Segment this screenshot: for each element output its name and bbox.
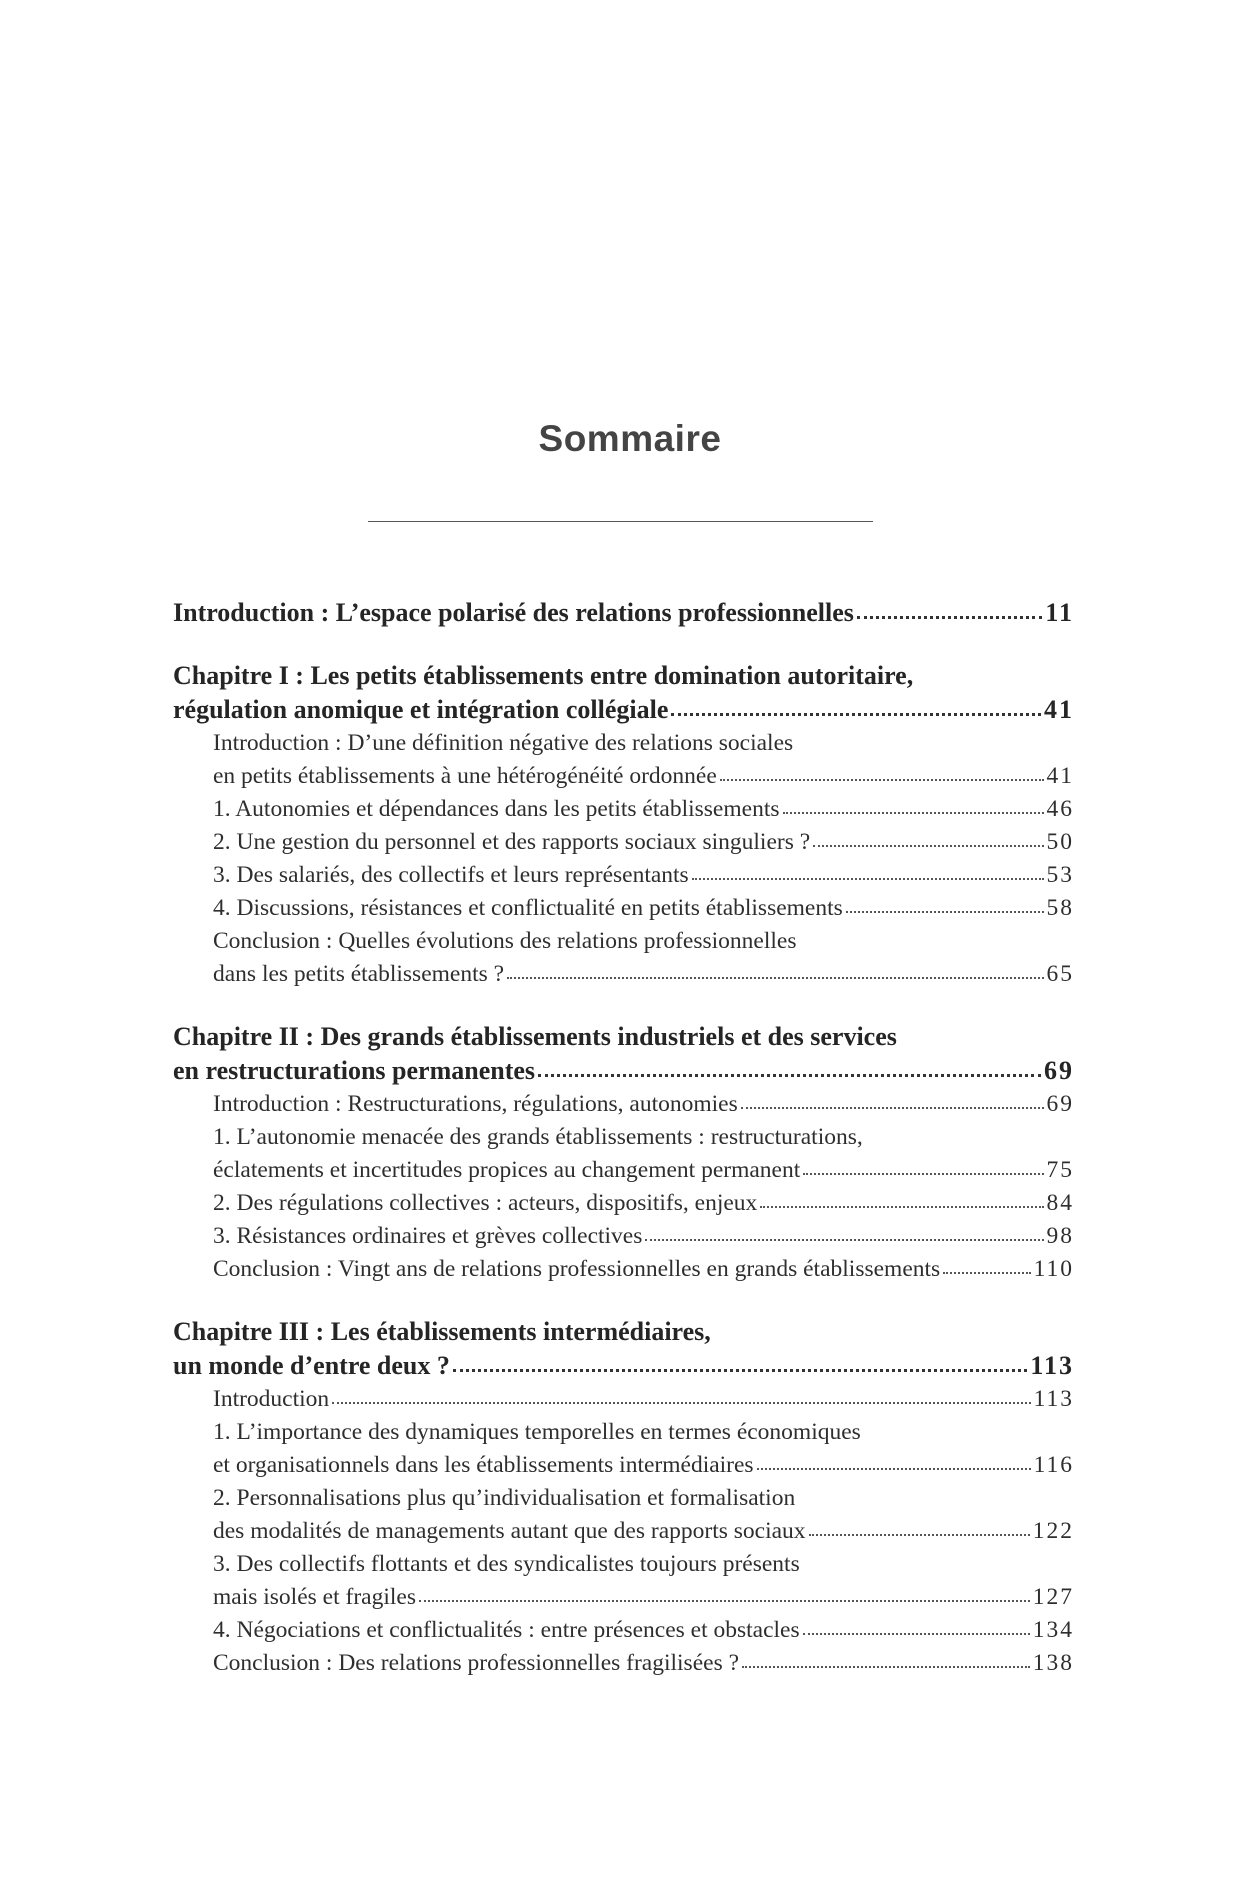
toc-entry	[173, 859, 1074, 892]
page-number: 58	[1046, 895, 1074, 921]
entry-line	[213, 1088, 1074, 1121]
entry-text: Introduction	[213, 1386, 330, 1412]
entry-line	[213, 760, 1074, 793]
entry-line	[213, 1416, 1074, 1449]
entry-line	[213, 1187, 1074, 1220]
dot-leader	[507, 977, 1043, 979]
entry-line	[213, 1581, 1074, 1614]
entry-line	[173, 1349, 1074, 1383]
entry-text: Introduction : Restructurations, régulations, autonomies	[213, 1091, 738, 1117]
page-number: 69	[1044, 1056, 1074, 1085]
toc-entry	[173, 1220, 1074, 1253]
page-number: 122	[1032, 1518, 1074, 1544]
page-number: 50	[1046, 829, 1074, 855]
page-number: 53	[1046, 862, 1074, 888]
entry-line	[213, 1253, 1074, 1286]
entry-text: 1. L’importance des dynamiques temporelles en termes économiques	[213, 1419, 861, 1445]
entry-text: mais isolés et fragiles	[213, 1584, 416, 1610]
dot-leader	[720, 779, 1044, 781]
entry-text: Chapitre II : Des grands établissements industriels et des services	[173, 1022, 897, 1051]
entry-text: 3. Résistances ordinaires et grèves collectives	[213, 1223, 643, 1249]
toc-entry	[173, 1647, 1074, 1680]
page-number: 110	[1033, 1256, 1074, 1282]
entry-text: 3. Des salariés, des collectifs et leurs représentants	[213, 862, 689, 888]
toc-section	[173, 1315, 1074, 1680]
entry-text: dans les petits établissements ?	[213, 961, 505, 987]
page-number: 113	[1030, 1351, 1074, 1380]
dot-leader	[742, 1666, 1030, 1668]
entry-text: 2. Une gestion du personnel et des rapports sociaux singuliers ?	[213, 829, 811, 855]
entry-text: des modalités de managements autant que des rapports sociaux	[213, 1518, 806, 1544]
page-number: 84	[1046, 1190, 1074, 1216]
page-number: 116	[1033, 1452, 1074, 1478]
page-number: 65	[1046, 961, 1074, 987]
page-number: 46	[1046, 796, 1074, 822]
entry-line	[173, 1054, 1074, 1088]
entry-text: Chapitre III : Les établissements intermédiaires,	[173, 1317, 711, 1346]
dot-leader	[803, 1633, 1030, 1635]
toc-section	[173, 596, 1074, 630]
entry-line	[173, 659, 1074, 693]
entry-line	[213, 1515, 1074, 1548]
dot-leader	[538, 1074, 1041, 1077]
entry-line	[173, 1020, 1074, 1054]
dot-leader	[332, 1402, 1030, 1404]
dot-leader	[846, 911, 1044, 913]
dot-leader	[453, 1369, 1028, 1372]
entry-line	[213, 1614, 1074, 1647]
entry-line	[213, 826, 1074, 859]
entry-text: 1. L’autonomie menacée des grands établissements : restructurations,	[213, 1124, 863, 1150]
entry-line	[173, 1315, 1074, 1349]
dot-leader	[692, 878, 1044, 880]
dot-leader	[857, 616, 1043, 619]
dot-leader	[645, 1239, 1043, 1241]
entry-line	[213, 727, 1074, 760]
page-title: Sommaire	[538, 418, 722, 459]
toc-entry	[173, 1121, 1074, 1187]
entry-text: 3. Des collectifs flottants et des syndicalistes toujours présents	[213, 1551, 800, 1577]
entry-text: 2. Personnalisations plus qu’individualisation et formalisation	[213, 1485, 796, 1511]
dot-leader	[757, 1468, 1031, 1470]
page-number: 41	[1044, 695, 1074, 724]
dot-leader	[783, 812, 1044, 814]
entry-line	[213, 793, 1074, 826]
entry-text: en petits établissements à une hétérogénéité ordonnée	[213, 763, 717, 789]
dot-leader	[741, 1107, 1044, 1109]
chapter-heading	[173, 1315, 1074, 1383]
page-number: 11	[1045, 598, 1074, 627]
toc-entry	[173, 1482, 1074, 1548]
entry-text: 4. Négociations et conflictualités : entre présences et obstacles	[213, 1617, 800, 1643]
entry-text: 1. Autonomies et dépendances dans les petits établissements	[213, 796, 780, 822]
entry-text: Conclusion : Quelles évolutions des relations professionnelles	[213, 928, 797, 954]
entry-text: 2. Des régulations collectives : acteurs, dispositifs, enjeux	[213, 1190, 758, 1216]
entry-line	[213, 1647, 1074, 1680]
title-divider	[368, 521, 873, 522]
toc-entry	[173, 1187, 1074, 1220]
page-number: 98	[1046, 1223, 1074, 1249]
entry-line	[213, 1383, 1074, 1416]
entry-text: éclatements et incertitudes propices au changement permanent	[213, 1157, 801, 1183]
entry-text: Chapitre I : Les petits établissements entre domination autoritaire,	[173, 661, 914, 690]
toc-entry	[173, 1614, 1074, 1647]
dot-leader	[803, 1173, 1043, 1175]
page-number: 41	[1046, 763, 1074, 789]
toc-entry	[173, 1548, 1074, 1614]
entry-line	[213, 859, 1074, 892]
chapter-heading	[173, 1020, 1074, 1088]
dot-leader	[943, 1272, 1030, 1274]
entry-line	[213, 892, 1074, 925]
entry-text: Introduction : D’une définition négative des relations sociales	[213, 730, 794, 756]
page-number: 138	[1032, 1650, 1074, 1676]
dot-leader	[813, 845, 1043, 847]
dot-leader	[809, 1534, 1030, 1536]
toc-entry	[173, 925, 1074, 991]
entry-text: Conclusion : Des relations professionnelles fragilisées ?	[213, 1650, 740, 1676]
entry-text: Conclusion : Vingt ans de relations professionnelles en grands établissements	[213, 1256, 941, 1282]
entry-text: en restructurations permanentes	[173, 1056, 536, 1085]
dot-leader	[760, 1206, 1043, 1208]
entry-line	[213, 1449, 1074, 1482]
page-number: 75	[1046, 1157, 1074, 1183]
toc-section	[173, 1020, 1074, 1286]
dot-leader	[419, 1600, 1030, 1602]
toc-entry	[173, 1088, 1074, 1121]
chapter-heading	[173, 659, 1074, 727]
page-number: 69	[1046, 1091, 1074, 1117]
toc-entry	[173, 1383, 1074, 1416]
toc-entry	[173, 1253, 1074, 1286]
entry-text: Introduction : L’espace polarisé des relations professionnelles	[173, 598, 854, 627]
page-number: 113	[1033, 1386, 1074, 1412]
chapter-heading	[173, 596, 1074, 630]
page-number: 134	[1032, 1617, 1074, 1643]
toc-entry	[173, 727, 1074, 793]
entry-line	[213, 1154, 1074, 1187]
toc-section	[173, 659, 1074, 991]
entry-line	[213, 1482, 1074, 1515]
entry-line	[213, 1220, 1074, 1253]
toc-entry	[173, 793, 1074, 826]
entry-text: régulation anomique et intégration collégiale	[173, 695, 669, 724]
dot-leader	[671, 713, 1041, 716]
toc-entry	[173, 1416, 1074, 1482]
toc-entry	[173, 892, 1074, 925]
table-of-contents	[173, 596, 1074, 1709]
entry-line	[213, 1548, 1074, 1581]
entry-line	[213, 925, 1074, 958]
entry-line	[213, 958, 1074, 991]
entry-line	[173, 693, 1074, 727]
entry-text: 4. Discussions, résistances et conflictualité en petits établissements	[213, 895, 843, 921]
toc-entry	[173, 826, 1074, 859]
page-number: 127	[1032, 1584, 1074, 1610]
entry-text: et organisationnels dans les établissements intermédiaires	[213, 1452, 754, 1478]
entry-line	[173, 596, 1074, 630]
entry-line	[213, 1121, 1074, 1154]
entry-text: un monde d’entre deux ?	[173, 1351, 450, 1380]
